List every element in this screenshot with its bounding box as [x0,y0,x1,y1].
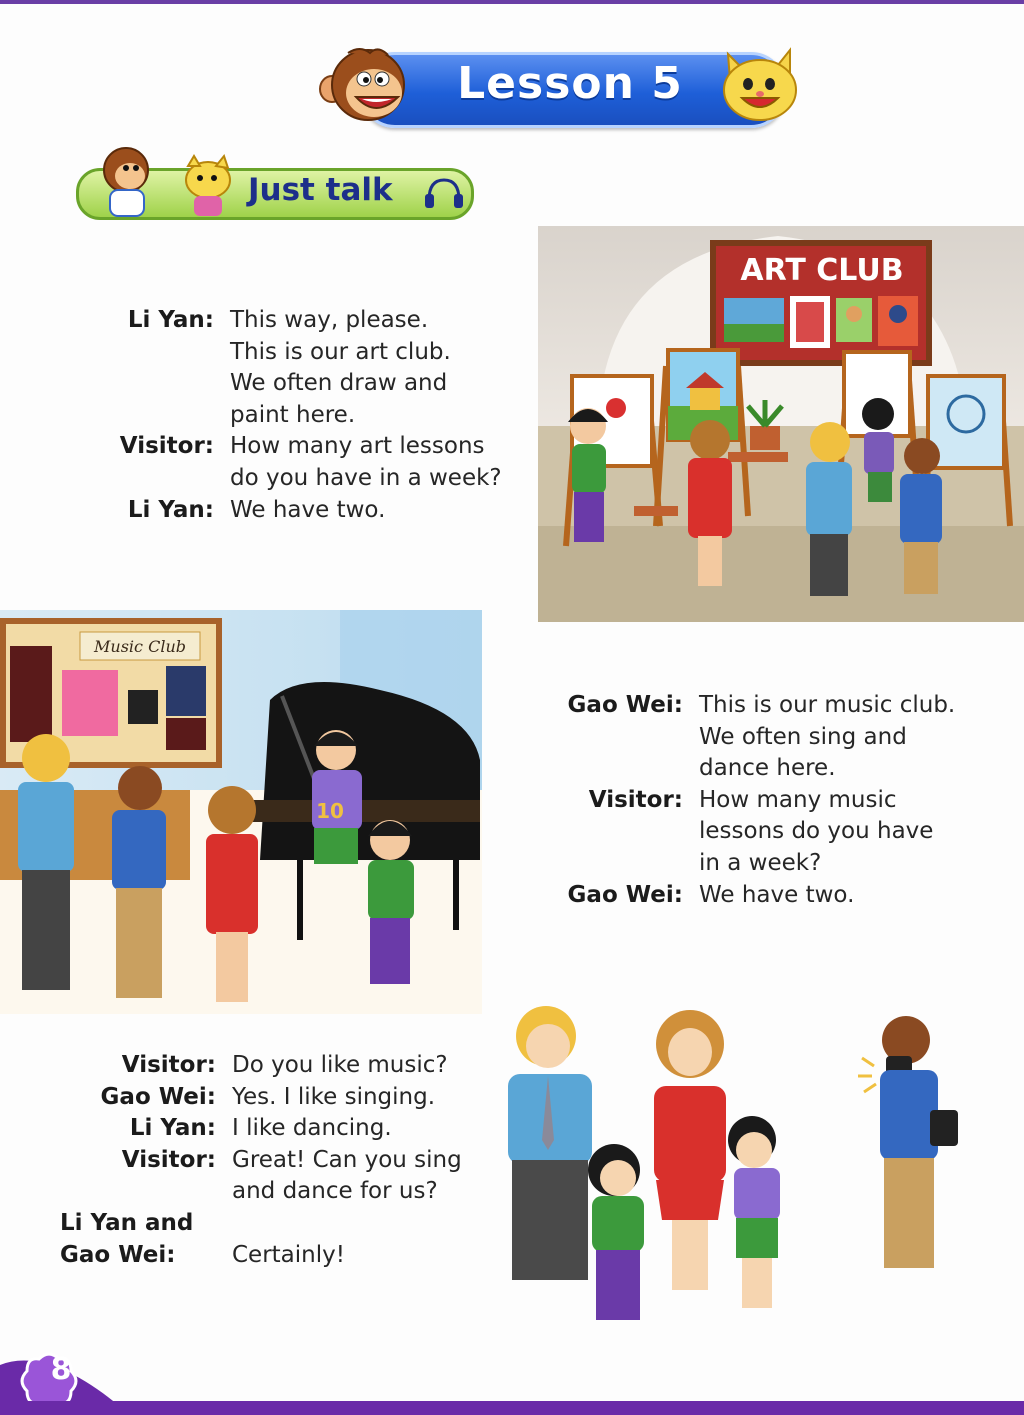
music-club-sign: Music Club [94,637,186,656]
dialog-art-club [116,305,502,526]
art-club-illustration [538,226,1024,622]
dialog-performance [60,1050,462,1271]
headphones-icon[interactable] [423,176,465,210]
speech-text: This way, please. This is our art club. We often draw and paint here. [230,307,451,428]
dialog-line [559,880,955,912]
dialog-line [116,495,502,527]
speaker-label: Li Yan and Gao Wei: [60,1209,194,1268]
speech-text: Do you like music? [232,1052,448,1078]
speaker-label: Li Yan: [129,1115,216,1142]
mascots-icon [86,140,236,220]
page-number: 8 [50,1352,72,1387]
speech-text: This is our music club. We often sing and dance here. [699,692,956,782]
monkey-mascot-icon [318,45,410,125]
performance-illustration [486,1000,1006,1340]
speaker-label: Visitor: [121,1052,216,1078]
dialog-line [116,431,502,494]
speaker-label: Gao Wei: [100,1083,216,1110]
speaker-label: Gao Wei: [567,881,683,908]
speech-text: Great! Can you sing and dance for us? [232,1146,462,1205]
speaker-label: Li Yan: [127,496,214,523]
speaker-label: Visitor: [121,1146,216,1173]
dialog-line [60,1208,462,1271]
top-border [0,0,1024,4]
jersey-number: 10 [316,799,344,823]
speaker-label: Gao Wei: [567,692,683,718]
speech-text: We have two. [230,496,386,523]
speech-text: Yes. I like singing. [232,1083,436,1110]
dialog-line [60,1082,462,1114]
speaker-label: Li Yan: [127,307,214,333]
cat-mascot-icon [716,44,802,124]
speech-text: Certainly! [232,1241,345,1268]
dialog-line [559,785,955,880]
art-club-sign: ART CLUB [740,253,904,288]
dialog-line [60,1145,462,1208]
dialog-line [559,690,955,785]
speaker-label: Visitor: [588,786,683,813]
dialog-line [116,305,502,431]
dialog-line [60,1113,462,1145]
speech-text: We have two. [699,881,855,908]
section-title: Just talk [248,172,393,208]
lesson-title: Lesson 5 [457,58,683,109]
music-club-illustration [0,610,482,1014]
bottom-border [0,1401,1024,1415]
dialog-line [60,1050,462,1082]
dialog-music-club [559,690,955,911]
speaker-label: Visitor: [119,433,214,460]
speech-text: How many music lessons do you have in a week? [699,786,934,876]
speech-text: How many art lessons do you have in a week? [230,433,502,491]
speech-text: I like dancing. [232,1115,392,1142]
